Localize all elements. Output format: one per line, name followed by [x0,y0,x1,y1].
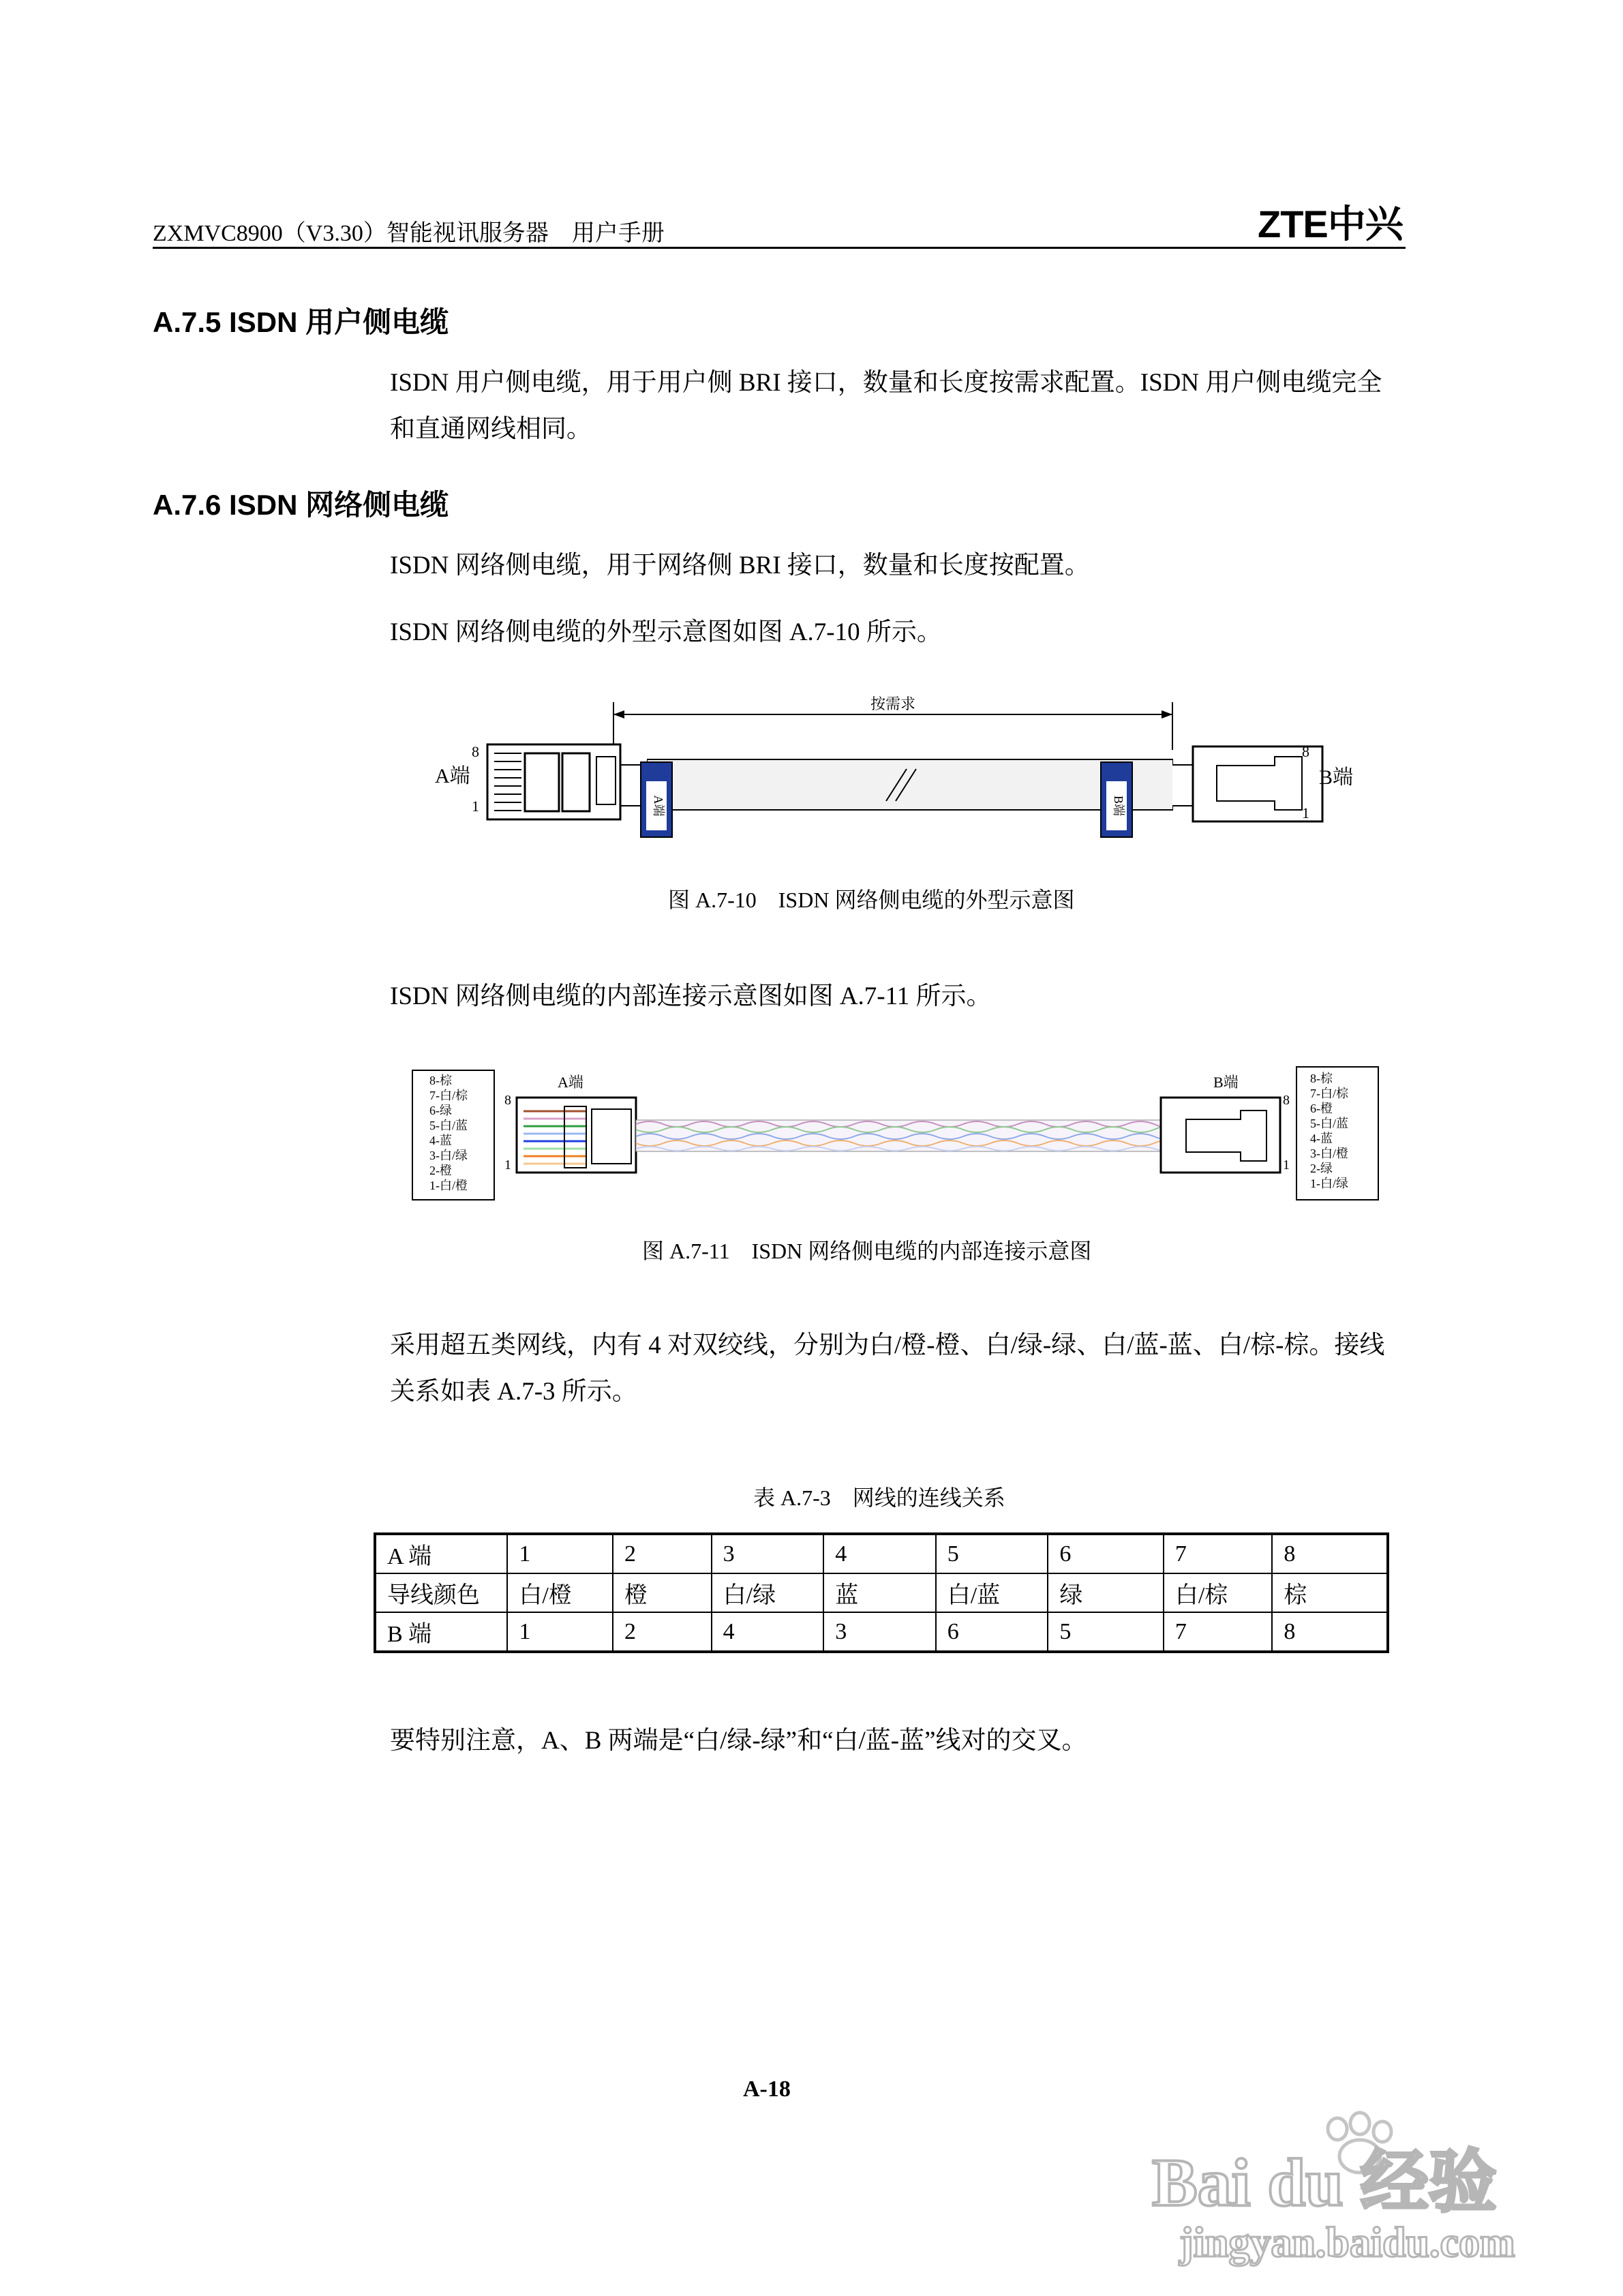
paragraph-figure2-intro: ISDN 网络侧电缆的内部连接示意图如图 A.7-11 所示。 [390,982,992,1010]
table-cell: B 端 [375,1612,507,1652]
table-cell: 7 [1164,1612,1273,1652]
table-cell: 6 [1048,1534,1164,1573]
table-cell: 1 [507,1612,613,1652]
fig2-pin8-b: 8 [1283,1093,1290,1108]
legend-a-5: 4-蓝 [429,1134,452,1147]
legend-a-3: 6-绿 [429,1104,452,1117]
legend-a-6: 3-白/绿 [429,1149,468,1162]
legend-a-7: 2-橙 [429,1164,452,1177]
legend-a-4: 5-白/蓝 [429,1119,468,1132]
table-cell: 7 [1164,1534,1273,1573]
paragraph-a75: ISDN 用户侧电缆，用于用户侧 BRI 接口，数量和长度按需求配置。ISDN 用户侧电缆完全和直通网线相同。 [390,369,1382,443]
watermark-url: jingyan.baidu.com [1179,2220,1515,2266]
legend-b-2: 7-白/棕 [1310,1087,1348,1100]
cable-appearance-diagram [423,689,1354,859]
tag-b-label: B端 [1112,795,1125,817]
table-cell: 白/蓝 [936,1573,1048,1612]
header-title: ZXMVC8900（V3.30）智能视讯服务器 用户手册 [153,221,665,246]
table-cell: 导线颜色 [375,1573,507,1612]
table-cell: 蓝 [823,1573,936,1612]
table-cell: 3 [823,1612,936,1652]
pin8-b: 8 [1302,743,1309,760]
baidu-jingyan-watermark [1152,2117,1534,2267]
legend-a-1: 8-棕 [429,1074,452,1087]
end-a-label: A端 [435,765,470,787]
figure-caption-a7-10: 图 A.7-10 ISDN 网络侧电缆的外型示意图 [668,888,1075,912]
paragraph-cable-description: 采用超五类网线，内有 4 对双绞线，分别为白/橙-橙、白/绿-绿、白/蓝-蓝、白/棕-棕。接线关系如表 A.7-3 所示。 [390,1331,1385,1406]
table-cell: 4 [712,1612,824,1652]
table-cell: 3 [712,1534,824,1573]
pin1-a: 1 [472,798,479,815]
table-row-wire-color [375,1573,1388,1612]
table-cell: 2 [613,1612,712,1652]
legend-b-6: 3-白/橙 [1310,1147,1348,1160]
legend-b-3: 6-橙 [1310,1102,1333,1115]
legend-a-2: 7-白/棕 [429,1089,468,1102]
fig2-pin1-a: 1 [504,1158,511,1173]
section-heading-a75: A.7.5 ISDN 用户侧电缆 [153,306,449,338]
paragraph-crossover-note: 要特别注意，A、B 两端是“白/绿-绿”和“白/蓝-蓝”线对的交叉。 [390,1727,1087,1755]
fig2-end-a-label: A端 [558,1074,583,1091]
fig2-pin1-b: 1 [1283,1158,1290,1173]
end-b-label: B端 [1319,766,1354,789]
table-cell: 5 [936,1534,1048,1573]
table-cell: 橙 [613,1573,712,1612]
legend-b-4: 5-白/蓝 [1310,1117,1348,1130]
table-cell: 2 [613,1534,712,1573]
watermark-brand: Bai du 经验 [1152,2145,1497,2220]
table-row-a-end [375,1534,1388,1573]
header-rule [153,247,1406,249]
table-cell: 8 [1272,1612,1388,1652]
table-cell: 5 [1048,1612,1164,1652]
page-number: A-18 [743,2076,791,2102]
paragraph-a76-2: ISDN 网络侧电缆的外型示意图如图 A.7-10 所示。 [390,618,942,646]
table-cell: 棕 [1272,1573,1388,1612]
section-heading-a76: A.7.6 ISDN 网络侧电缆 [153,489,449,521]
tag-a-label: A端 [652,795,665,817]
wiring-table [374,1532,1389,1653]
legend-b-1: 8-棕 [1310,1072,1333,1085]
table-cell: 6 [936,1612,1048,1652]
fig2-end-b-label: B端 [1213,1074,1239,1091]
fig2-pin8-a: 8 [504,1093,511,1108]
table-cell: 8 [1272,1534,1388,1573]
table-row-b-end [375,1612,1388,1652]
table-cell: 白/绿 [712,1573,824,1612]
table-caption: 表 A.7-3 网线的连线关系 [753,1485,1005,1510]
table-cell: A 端 [375,1534,507,1573]
length-label: 按需求 [870,695,916,712]
table-cell: 绿 [1048,1573,1164,1612]
cable-internal-diagram [409,1053,1404,1203]
legend-a-8: 1-白/橙 [429,1179,468,1192]
figure-caption-a7-11: 图 A.7-11 ISDN 网络侧电缆的内部连接示意图 [642,1239,1092,1263]
legend-b-5: 4-蓝 [1310,1132,1333,1145]
table-cell: 白/棕 [1164,1573,1273,1612]
zte-logo: ZTE中兴 [1258,202,1403,245]
legend-b-8: 1-白/绿 [1310,1177,1348,1190]
pin8-a: 8 [472,743,479,760]
table-cell: 1 [507,1534,613,1573]
legend-b-7: 2-绿 [1310,1162,1333,1175]
table-cell: 白/橙 [507,1573,613,1612]
paragraph-a76-1: ISDN 网络侧电缆，用于网络侧 BRI 接口，数量和长度按配置。 [390,552,1090,579]
table-cell: 4 [823,1534,936,1573]
pin1-b: 1 [1302,804,1309,821]
